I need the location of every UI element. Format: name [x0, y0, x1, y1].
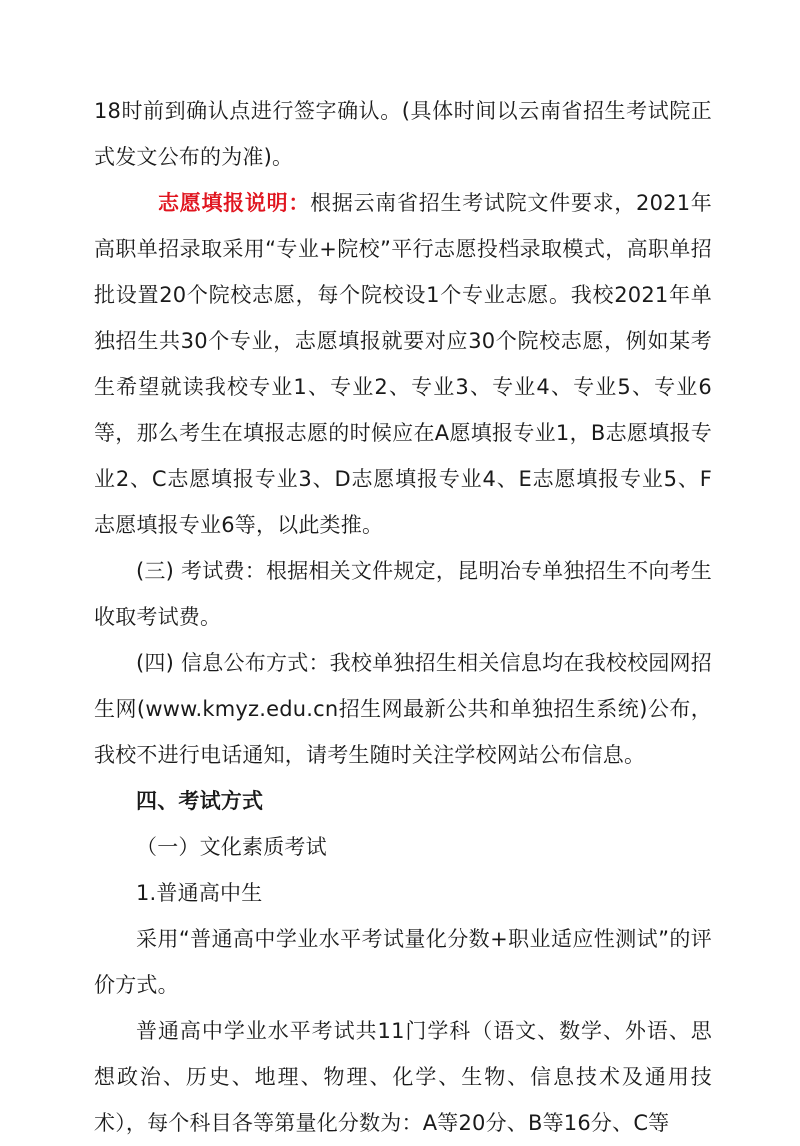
subheading-high-school-students: 1.普通高中生 [136, 881, 263, 905]
volunteer-instructions-text: 根据云南省招生考试院文件要求，2021年高职单招录取采用“专业+院校”平行志愿投档录取模式，高职单招批设置20个院校志愿，每个院校设1个专业志愿。我校2021年单独招生共30个专业，志愿填报就要对应30个院校志愿，例如某考生希望就读我校专业1、专业2、专业3、专业4、专业5、专业6等，那么考生在填报志愿的时候应在A愿填报专业1，B志愿填报专业2、C志愿填报专业3、D志愿填报专业4、E志愿填报专业5、F志愿填报专业6等，以此类推。 [94, 191, 712, 537]
paragraph-evaluation-method: 采用“普通高中学业水平考试量化分数+职业适应性测试”的评价方式。 [94, 927, 712, 997]
section-heading-exam-method: 四、考试方式 [136, 789, 264, 813]
paragraph-volunteer-instructions [94, 180, 712, 548]
paragraph-info-publication: (四) 信息公布方式：我校单独招生相关信息均在我校校园网招生网(www.kmyz.edu.cn招生网最新公共和单独招生系统)公布，我校不进行电话通知，请考生随时关注学校网站公布信息。 [94, 651, 712, 767]
paragraph-academic-proficiency-exam: 普通高中学业水平考试共11门学科（语文、数学、外语、思想政治、历史、地理、物理、化学、生物、信息技术及通用技术），每个科目各等第量化分数为：A等20分、B等16分、C等 [94, 1019, 712, 1135]
volunteer-instructions-label: 志愿填报说明： [158, 191, 311, 215]
paragraph-confirmation-deadline: 18时前到确认点进行签字确认。(具体时间以云南省招生考试院正式发文公布的为准)。 [94, 99, 712, 169]
document-body [94, 88, 712, 1146]
paragraph-exam-fee: (三) 考试费：根据相关文件规定，昆明冶专单独招生不向考生收取考试费。 [94, 559, 712, 629]
subheading-culture-exam: （一）文化素质考试 [136, 835, 327, 859]
